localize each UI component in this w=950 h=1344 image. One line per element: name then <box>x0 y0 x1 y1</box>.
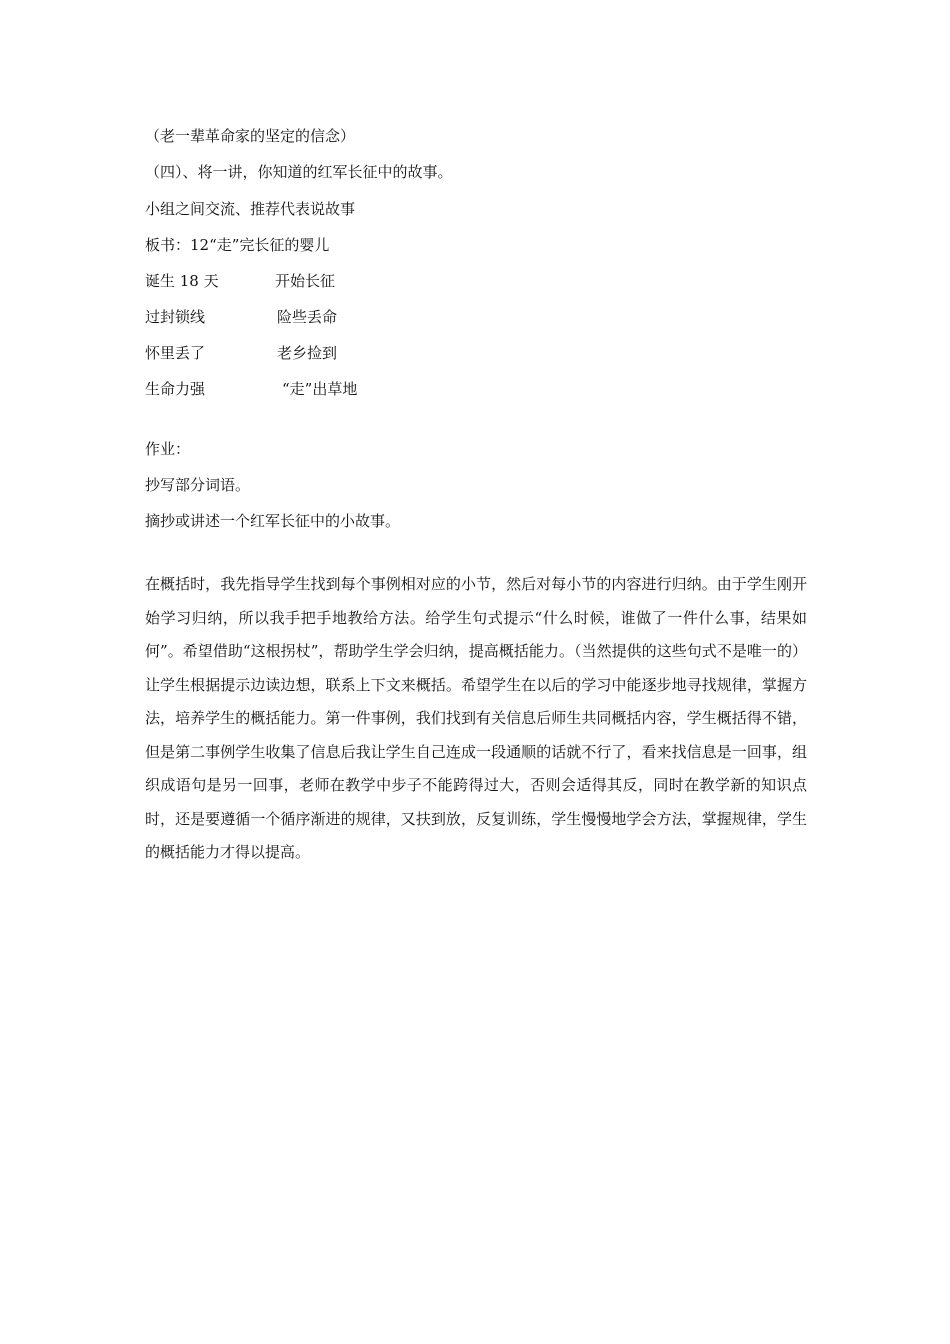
text-line-belief: （老一辈革命家的坚定的信念） <box>145 127 356 145</box>
board-row <box>145 343 338 363</box>
board-row <box>145 379 358 399</box>
board-row-right: 老乡捡到 <box>277 344 338 362</box>
text-line-group-exchange: 小组之间交流、推荐代表说故事 <box>145 200 356 218</box>
homework-item: 抄写部分词语。 <box>145 476 251 494</box>
reflection-paragraph <box>145 568 807 870</box>
board-row-left: 怀里丢了 <box>145 344 206 362</box>
board-row-left: 诞生 18 天 <box>145 272 219 290</box>
text-line-task-four: （四）、将一讲，你知道的红军长征中的故事。 <box>145 163 453 181</box>
board-row-right: “走”出草地 <box>282 380 358 398</box>
homework-item: 摘抄或讲述一个红军长征中的小故事。 <box>145 512 401 530</box>
homework-title: 作业： <box>145 440 191 458</box>
board-row-left: 生命力强 <box>145 380 206 398</box>
board-row-right: 险些丢命 <box>277 308 338 326</box>
text-line-board-title: 板书：12“走”完长征的婴儿 <box>145 236 330 254</box>
board-row-right: 开始长征 <box>275 272 336 290</box>
board-row-left: 过封锁线 <box>145 308 206 326</box>
reflection-text: 在概括时，我先指导学生找到每个事例相对应的小节，然后对每小节的内容进行归纳。由于学生刚开始学习归纳，所以我手把手地教给方法。给学生句式提示“什么时候，谁做了一件什么事，结果如何”。希望借助“这根拐杖”，帮助学生学会归纳，提高概括能力。（当然提供的这些句式不是唯一的）让学生根据提示边读边想，联系上下文来概括。希望学生在以后的学习中能逐步地寻找规律，掌握方法，培养学生的概括能力。第一件事例，我们找到有关信息后师生共同概括内容，学生概括得不错，但是第二事例学生收集了信息后我让学生自己连成一段通顺的话就不行了，看来找信息是一回事，组织成语句是另一回事，老师在教学中步子不能跨得过大，否则会适得其反，同时在教学新的知识点时，还是要遵循一个循序渐进的规律，又扶到放，反复训练，学生慢慢地学会方法，掌握规律，学生的概括能力才得以提高。 <box>145 575 807 861</box>
board-row <box>145 307 338 327</box>
board-row <box>145 271 336 291</box>
